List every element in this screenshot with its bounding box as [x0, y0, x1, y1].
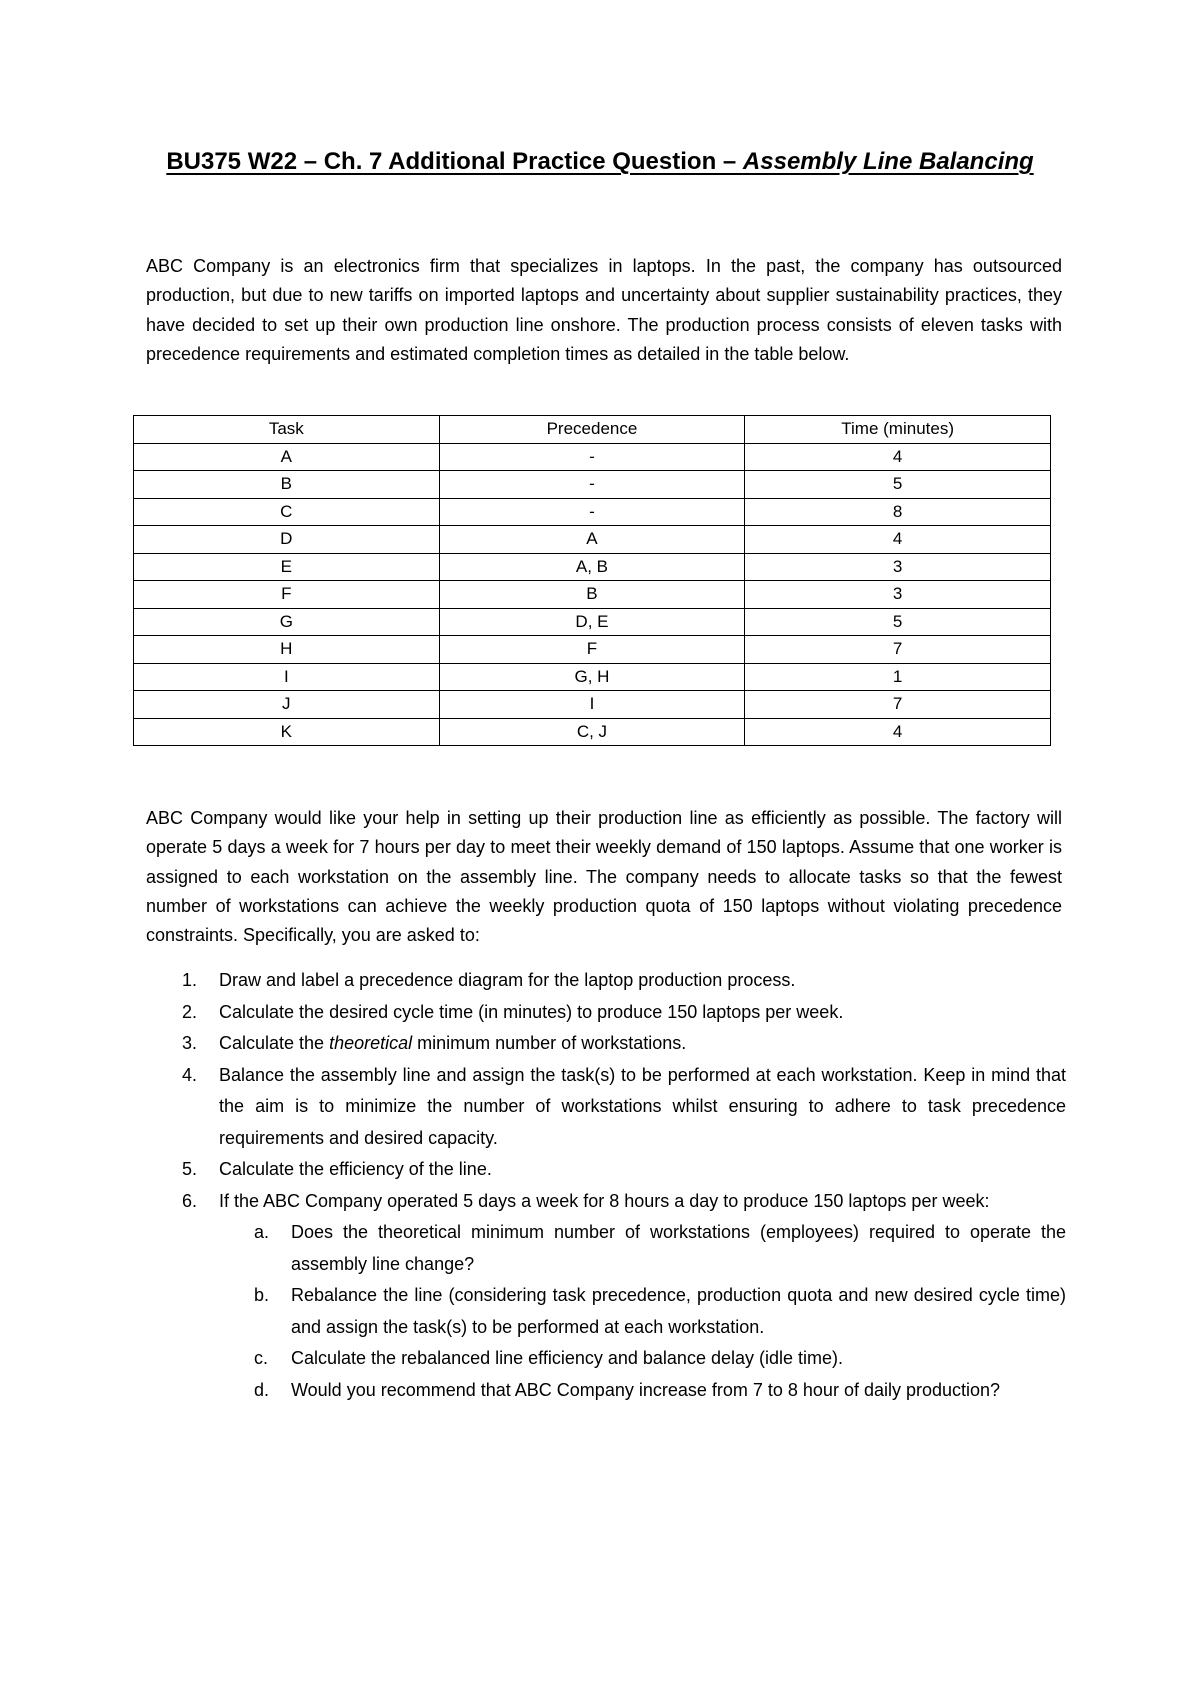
sub-question-letter: b.: [254, 1285, 270, 1305]
cell-task: H: [134, 636, 440, 664]
cell-time: 3: [745, 553, 1051, 581]
cell-precedence: B: [439, 581, 745, 609]
header-time: Time (minutes): [745, 416, 1051, 444]
cell-task: D: [134, 526, 440, 554]
question-text: Draw and label a precedence diagram for the laptop production process.: [219, 970, 796, 990]
header-task: Task: [134, 416, 440, 444]
question-text: If the ABC Company operated 5 days a week for 8 hours a day to produce 150 laptops per week:: [219, 1190, 990, 1211]
cell-precedence: C, J: [439, 718, 745, 746]
cell-task: C: [134, 498, 440, 526]
question-number: 5.: [182, 1159, 198, 1179]
table-row: [134, 471, 1051, 499]
cell-time: 7: [745, 691, 1051, 719]
sub-question-list: [219, 1217, 1066, 1406]
question-list: [146, 965, 1066, 1406]
cell-task: J: [134, 691, 440, 719]
question-text-before: Calculate the: [219, 1033, 330, 1053]
cell-precedence: G, H: [439, 663, 745, 691]
table-row: [134, 608, 1051, 636]
cell-time: 3: [745, 581, 1051, 609]
cell-precedence: -: [439, 498, 745, 526]
instructions-paragraph: ABC Company would like your help in setting up their production line as efficiently as possible. The factory will operate 5 days a week for 7 hours per day to meet their weekly demand of 150 laptops. Assume that one worker is assigned to each workstation on the assembly line. The company needs to allocate tasks so that the fewest number of workstations can achieve the weekly production quota of 150 laptops without violating precedence constraints. Specifically, you are asked to:: [146, 808, 1062, 946]
table-row: [134, 691, 1051, 719]
cell-task: G: [134, 608, 440, 636]
cell-precedence: -: [439, 443, 745, 471]
cell-time: 8: [745, 498, 1051, 526]
cell-task: A: [134, 443, 440, 471]
question-item: [146, 1186, 1066, 1407]
sub-question-text: Calculate the rebalanced line efficiency and balance delay (idle time).: [291, 1348, 843, 1368]
question-number: 1.: [182, 970, 198, 990]
cell-time: 4: [745, 718, 1051, 746]
cell-precedence: A, B: [439, 553, 745, 581]
intro-paragraph: ABC Company is an electronics firm that specializes in laptops. In the past, the company has outsourced production, but due to new tariffs on imported laptops and uncertainty about supplier sustainability practices, they have decided to set up their own production line onshore. The production process consists of eleven tasks with precedence requirements and estimated completion times as detailed in the table below.: [146, 256, 1062, 364]
table-row: [134, 553, 1051, 581]
sub-question-letter: a.: [254, 1222, 270, 1242]
sub-question-text: Rebalance the line (considering task precedence, production quota and new desired cycle time) and assign the task(s) to be performed at each workstation.: [291, 1285, 1066, 1337]
cell-task: E: [134, 553, 440, 581]
table-row: [134, 581, 1051, 609]
table-header-row: [134, 416, 1051, 444]
question-number: 4.: [182, 1064, 198, 1085]
cell-time: 7: [745, 636, 1051, 664]
question-item: [146, 997, 1066, 1029]
question-item: [146, 1154, 1066, 1186]
table-row: [134, 498, 1051, 526]
sub-question-text: Does the theoretical minimum number of workstations (employees) required to operate the assembly line change?: [291, 1222, 1066, 1274]
sub-question-item: [219, 1217, 1066, 1280]
title-main: BU375 W22 – Ch. 7 Additional Practice Question –: [166, 148, 743, 175]
question-text: Balance the assembly line and assign the task(s) to be performed at each workstation. Keep in mind that the aim is to minimize the number of workstations whilst ensuring to adhere to task precedence requirements and desired capacity.: [219, 1064, 1066, 1148]
table-row: [134, 636, 1051, 664]
cell-precedence: F: [439, 636, 745, 664]
question-text: Calculate the efficiency of the line.: [219, 1159, 492, 1179]
question-text-after: minimum number of workstations.: [412, 1033, 687, 1053]
sub-question-text: Would you recommend that ABC Company increase from 7 to 8 hour of daily production?: [291, 1379, 1001, 1400]
cell-precedence: I: [439, 691, 745, 719]
table-row: [134, 526, 1051, 554]
table-row: [134, 663, 1051, 691]
task-table: [133, 415, 1051, 746]
question-text-italic: theoretical: [329, 1033, 413, 1053]
cell-time: 5: [745, 608, 1051, 636]
table-row: [134, 443, 1051, 471]
table-row: [134, 718, 1051, 746]
question-text: Calculate the desired cycle time (in minutes) to produce 150 laptops per week.: [219, 1001, 844, 1022]
title-italic: Assembly Line Balancing: [742, 148, 1034, 175]
sub-question-letter: d.: [254, 1379, 270, 1400]
question-item: [146, 1060, 1066, 1155]
question-number: 3.: [182, 1033, 198, 1053]
sub-question-letter: c.: [254, 1348, 269, 1368]
cell-time: 4: [745, 526, 1051, 554]
sub-question-item: [219, 1375, 1066, 1407]
sub-question-item: [219, 1343, 1066, 1375]
cell-precedence: -: [439, 471, 745, 499]
sub-question-item: [219, 1280, 1066, 1343]
cell-time: 5: [745, 471, 1051, 499]
question-item: [146, 1028, 1066, 1060]
cell-task: B: [134, 471, 440, 499]
question-item: [146, 965, 1066, 997]
cell-precedence: A: [439, 526, 745, 554]
question-number: 2.: [182, 1001, 198, 1022]
cell-precedence: D, E: [439, 608, 745, 636]
cell-task: I: [134, 663, 440, 691]
cell-task: K: [134, 718, 440, 746]
document-title: [0, 148, 1200, 176]
question-number: 6.: [182, 1190, 198, 1211]
cell-task: F: [134, 581, 440, 609]
header-precedence: Precedence: [439, 416, 745, 444]
cell-time: 4: [745, 443, 1051, 471]
cell-time: 1: [745, 663, 1051, 691]
